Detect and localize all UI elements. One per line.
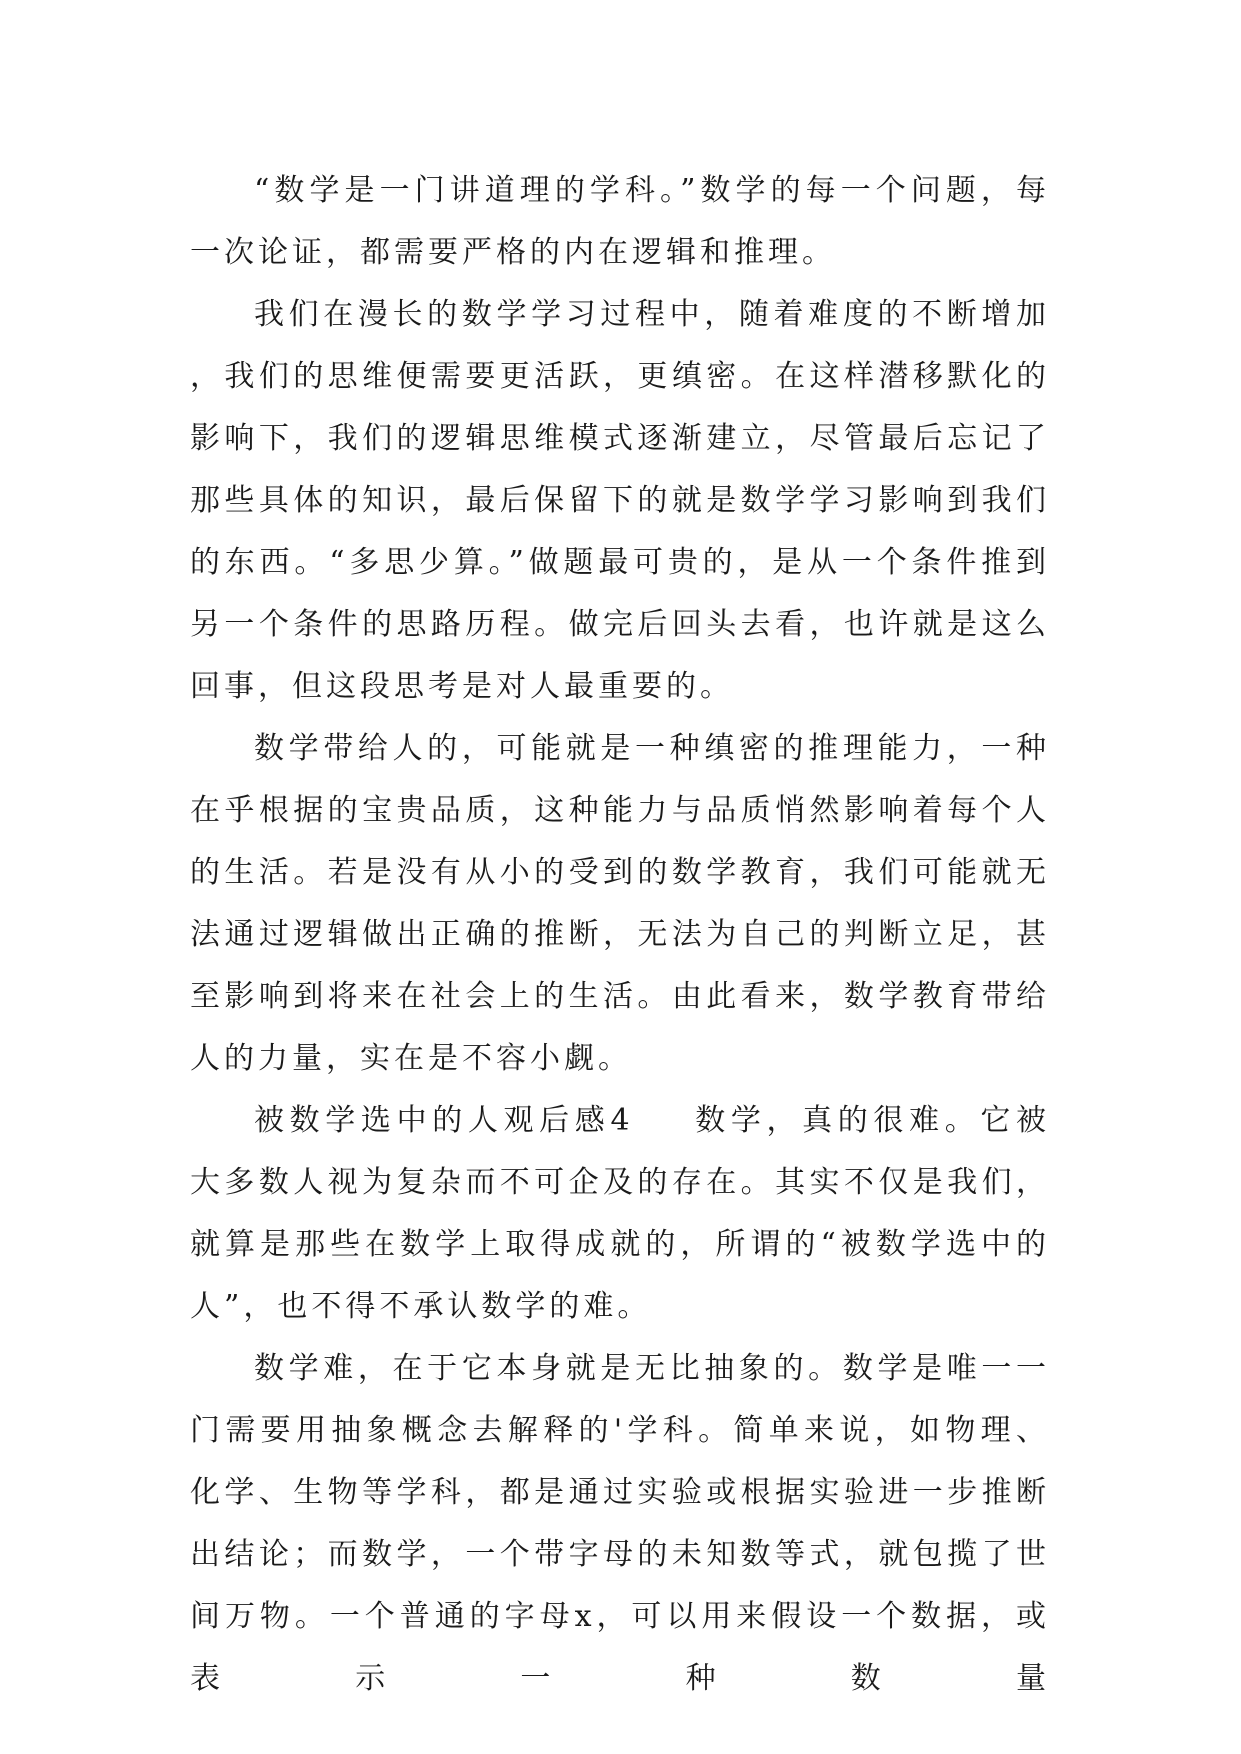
paragraph-3: 数学带给人的，可能就是一种缜密的推理能力，一种在乎根据的宝贵品质，这种能力与品质悄然影响着每个人的生活。若是没有从小的受到的数学教育，我们可能就无法通过逻辑做出正确的推断，无法为自己的判断立足，甚至影响到将来在社会上的生活。由此看来，数学教育带给人的力量，实在是不容小觑。: [190, 731, 1050, 1076]
section-title: 被数学选中的人观后感4: [254, 1103, 634, 1138]
document-body: [190, 160, 1050, 1710]
paragraph-5: 数学难，在于它本身就是无比抽象的。数学是唯一一门需要用抽象概念去解释的'学科。简单来说，如物理、化学、生物等学科，都是通过实验或根据实验进一步推断出结论；而数学，一个带字母的未知数等式，就包揽了世间万物。一个普通的字母x，可以用来假设一个数据，或表示一种数量: [190, 1351, 1050, 1696]
paragraph-2: 我们在漫长的数学学习过程中，随着难度的不断增加，我们的思维便需要更活跃，更缜密。在这样潜移默化的影响下，我们的逻辑思维模式逐渐建立，尽管最后忘记了那些具体的知识，最后保留下的就是数学学习影响到我们的东西。“多思少算。”做题最可贵的，是从一个条件推到另一个条件的思路历程。做完后回头去看，也许就是这么回事，但这段思考是对人最重要的。: [190, 297, 1050, 704]
paragraph-4: [190, 1090, 1050, 1338]
paragraph-1: “数学是一门讲道理的学科。”数学的每一个问题，每一次论证，都需要严格的内在逻辑和推理。: [190, 173, 1050, 270]
paragraph-4-text: 数学，真的很难。它被大多数人视为复杂而不可企及的存在。其实不仅是我们，就算是那些在数学上取得成就的，所谓的“被数学选中的人”，也不得不承认数学的难。: [190, 1103, 1050, 1324]
